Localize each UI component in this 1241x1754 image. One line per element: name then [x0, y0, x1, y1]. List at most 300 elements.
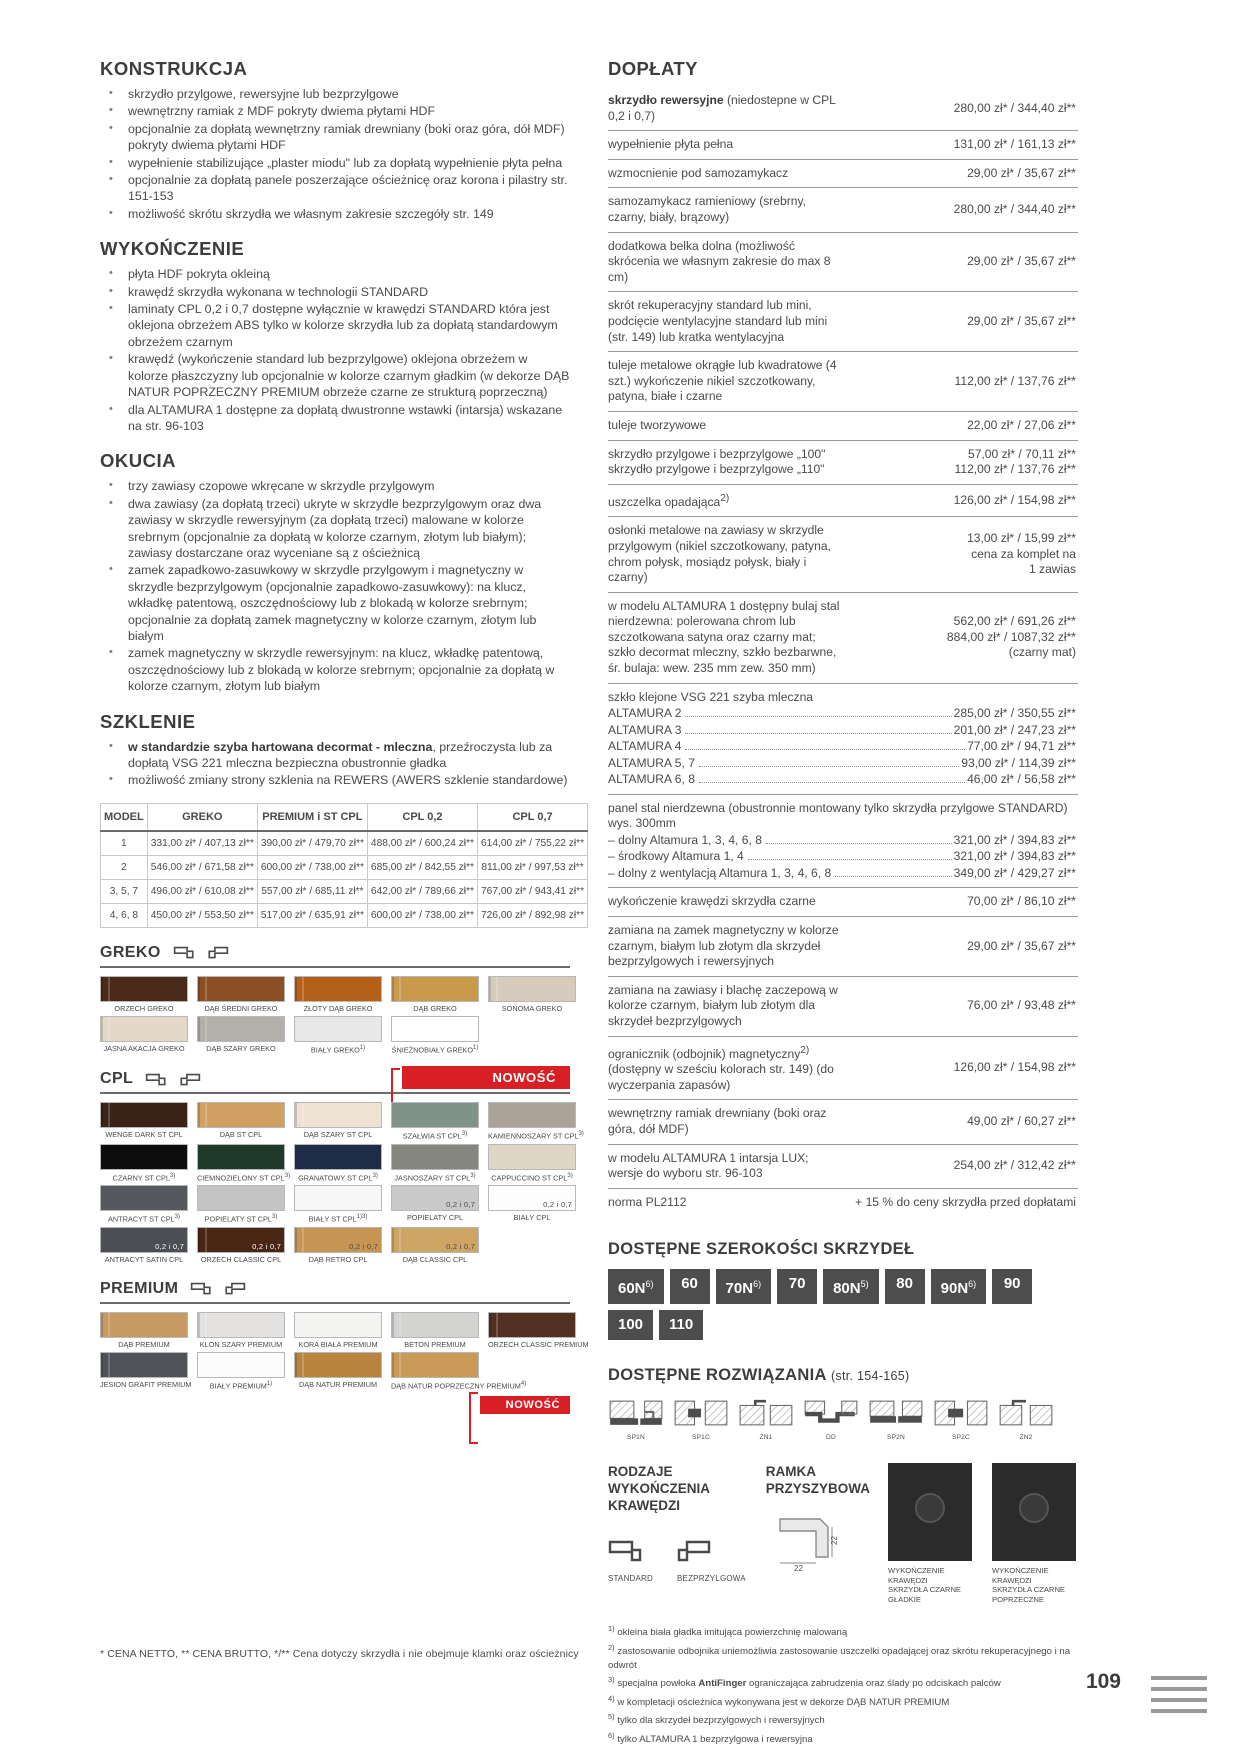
- table-cell: 600,00 zł* / 738,00 zł**: [367, 903, 477, 927]
- swatch-label: DĄB GREKO: [413, 1003, 457, 1013]
- color-swatch[interactable]: [391, 1144, 479, 1170]
- swatch-cell[interactable]: [488, 1185, 576, 1223]
- ramka-title: RAMKA PRZYSZYBOWA: [765, 1464, 870, 1497]
- glass-price-line: [608, 771, 1076, 788]
- swatch-label: CZARNY ST CPL$^{3)}$: [112, 1172, 176, 1183]
- color-swatch[interactable]: [100, 1185, 188, 1211]
- color-swatch[interactable]: [100, 1227, 188, 1253]
- swatch-row: [100, 976, 570, 1013]
- doplaty-row: [608, 1100, 1078, 1144]
- swatch-group-name: PREMIUM: [100, 1279, 179, 1297]
- edge-bezprzylgowa-label: BEZPRZYLGOWA: [677, 1574, 746, 1584]
- solution-diagram-icon: [933, 1399, 989, 1427]
- footnote: $^{4)}$ w kompletacji ościeżnica wykonywana jest w dekorze DĄB NATUR PREMIUM: [608, 1693, 950, 1708]
- dot-leader: [685, 749, 965, 750]
- swatch-row: [100, 1102, 584, 1141]
- swatch-row: [100, 1185, 570, 1223]
- swatch-label: DĄB RETRO CPL: [308, 1254, 368, 1264]
- width-chip-60[interactable]: 60: [670, 1269, 710, 1304]
- swatch-cell[interactable]: [294, 1016, 382, 1054]
- doplaty-row: [608, 440, 1078, 484]
- doplaty-price: 29,00 zł* / 35,67 zł**: [847, 292, 1078, 352]
- color-swatch[interactable]: [197, 976, 285, 1002]
- doplaty-row: [608, 292, 1078, 352]
- color-swatch[interactable]: [294, 1144, 382, 1170]
- swatch-group-header: [100, 944, 570, 962]
- swatch-label: POPIELATY CPL: [406, 1213, 464, 1223]
- color-swatch[interactable]: [294, 1016, 382, 1042]
- section-title-szklenie: SZKLENIE: [100, 710, 196, 732]
- nowosc-bracket: [469, 1392, 478, 1444]
- swatch-label: DĄB NATUR PREMIUM: [298, 1379, 378, 1389]
- doplaty-row: [608, 352, 1078, 412]
- list-item: • zamek zapadkowo-zasuwkowy w skrzydle przylgowym i magnetyczny w skrzydle bezprzylgowym (opcjonalnie zapadkowo-zasuwkowy): na klucz, wkładkę patentową, oszczędnościowy lub z blokadą w kolorze srebrnym; opcjonalnie za dopłatą zamek magnetyczny w kolorze czarnym, złotym lub białym: [100, 562, 570, 644]
- doplaty-price: 280,00 zł* / 344,40 zł**: [847, 87, 1078, 131]
- color-swatch[interactable]: [391, 976, 479, 1002]
- color-swatch[interactable]: [197, 1102, 285, 1128]
- color-swatch[interactable]: [391, 1185, 479, 1211]
- footnote-ref: 2): [720, 492, 730, 504]
- doplaty-price: 126,00 zł* / 154,98 zł**: [847, 484, 1078, 517]
- footnote-ref: 3): [470, 1172, 476, 1179]
- solution-dd: [803, 1399, 859, 1441]
- widths-chip-list: [608, 1269, 1078, 1340]
- width-chip-80n[interactable]: $80N^{5)}$: [823, 1269, 879, 1304]
- price-table-header: CPL 0,7: [478, 803, 588, 831]
- edge-types-block: [608, 1463, 748, 1604]
- swatch-cell[interactable]: [488, 1312, 589, 1349]
- doplaty-price: 112,00 zł* / 137,76 zł**: [847, 352, 1078, 412]
- swatch-variant-tag: 0,2 i 0,7: [446, 1241, 475, 1251]
- swatch-label: DĄB ŚREDNI GREKO: [204, 1003, 278, 1013]
- solution-label: SP2C: [951, 1434, 971, 1442]
- swatch-variant-tag: 0,2 i 0,7: [349, 1241, 378, 1251]
- doplaty-description: wykończenie krawędzi skrzydła czarne: [608, 888, 847, 917]
- swatch-cell[interactable]: [197, 1102, 285, 1140]
- panel-variant-name: – dolny Altamura 1, 3, 4, 6, 8: [608, 832, 762, 847]
- edge-bezprzylgowa-icon: [677, 1538, 711, 1564]
- glass-model-name: ALTAMURA 6, 8: [608, 772, 695, 787]
- swatch-cell[interactable]: [197, 1312, 285, 1349]
- swatch-group-name: GREKO: [100, 943, 161, 961]
- swatch-label: KAMIENNOSZARY ST CPL$^{3)}$: [488, 1131, 584, 1141]
- list-item: • skrzydło przylgowe, rewersyjne lub bezprzylgowe: [100, 86, 570, 102]
- swatch-label: DĄB PREMIUM: [118, 1339, 170, 1349]
- doplaty-table-body: [608, 87, 1078, 1216]
- left-column: [100, 58, 589, 1747]
- handle-circle-icon: [1019, 1493, 1049, 1523]
- table-cell: 496,00 zł* / 610,08 zł**: [147, 879, 257, 903]
- solution-sp1n: [608, 1399, 664, 1441]
- left-spec-sections: [100, 58, 570, 695]
- swatch-cell[interactable]: [294, 976, 382, 1013]
- swatch-cell[interactable]: [197, 976, 285, 1013]
- swatch-label: GRANATOWY ST CPL$^{3)}$: [298, 1172, 378, 1183]
- swatch-label: BETON PREMIUM: [404, 1339, 466, 1349]
- swatch-cell[interactable]: [391, 976, 479, 1013]
- doplaty-row: [608, 1188, 1078, 1216]
- footnote-ref: 1): [359, 1044, 366, 1051]
- black-edge-label-1: WYKOŃCZENIE KRAWĘDZI SKRZYDŁA CZARNE GŁADKIE: [888, 1566, 962, 1604]
- swatch-row: [100, 1227, 570, 1264]
- swatch-cell[interactable]: [100, 1352, 192, 1390]
- color-swatch[interactable]: [391, 1227, 479, 1253]
- color-swatch[interactable]: [100, 1312, 188, 1338]
- edge-bezprzylgowa-icon: [224, 1281, 246, 1296]
- swatch-cell[interactable]: [100, 1144, 188, 1182]
- doplaty-description: tuleje metalowe okrągłe lub kwadratowe (4 szt.) wykończenie nikiel szczotkowany, patyna, białe i czarne: [608, 352, 847, 412]
- doplaty-row: [608, 592, 1078, 683]
- swatch-label: DĄB SZARY ST CPL: [303, 1130, 373, 1140]
- color-swatch[interactable]: [294, 1312, 382, 1338]
- swatch-group-greko: [100, 944, 570, 1054]
- swatch-group-name: CPL: [100, 1070, 134, 1088]
- doplaty-description: dodatkowa belka dolna (możliwość skrócenia we własnym zakresie do max 8 cm): [608, 232, 847, 292]
- solution-diagram-icon: [608, 1399, 664, 1427]
- solutions-block: [608, 1366, 1078, 1441]
- color-swatch[interactable]: [100, 1016, 188, 1042]
- swatch-label: DĄB SZARY GREKO: [206, 1043, 276, 1053]
- solution-diagram-icon: [868, 1399, 924, 1427]
- color-swatch[interactable]: [294, 1227, 382, 1253]
- footnote-ref: 3): [271, 1214, 278, 1221]
- spec-list: [100, 478, 570, 694]
- doplaty-description: skrzydło rewersyjne (niedostepne w CPL 0,2 i 0,7): [608, 87, 847, 131]
- swatch-cell[interactable]: [197, 1016, 285, 1054]
- solution-label: DD: [826, 1434, 836, 1442]
- price-table: [100, 803, 588, 928]
- doplaty-price: 280,00 zł* / 344,40 zł**: [847, 188, 1078, 232]
- swatch-cell[interactable]: [391, 1352, 527, 1390]
- swatch-cell[interactable]: [391, 1227, 479, 1264]
- swatch-label: BIAŁY ST $CPL^{1)3)}$: [308, 1214, 368, 1224]
- table-cell: 546,00 zł* / 671,58 zł**: [147, 855, 257, 879]
- swatch-cell[interactable]: [197, 1227, 285, 1264]
- panel-variant-name: – dolny z wentylacją Altamura 1, 3, 4, 6, 8: [608, 865, 832, 880]
- widths-block: [608, 1240, 1078, 1340]
- doplaty-price: 562,00 zł* / 691,26 zł** 884,00 zł* / 1087,32 zł** (czarny mat): [847, 592, 1078, 683]
- doplaty-description: skrzydło przylgowe i bezprzylgowe „100" skrzydło przylgowe i bezprzylgowe „110": [608, 440, 847, 484]
- swatch-cell[interactable]: [197, 1352, 285, 1390]
- footnote-ref: 3): [174, 1214, 180, 1221]
- table-cell: 685,00 zł* / 842,55 zł**: [367, 855, 477, 879]
- swatch-label: BIAŁY CPL: [513, 1213, 551, 1223]
- edge-standard-icon: [173, 945, 195, 960]
- swatch-cell[interactable]: [294, 1185, 382, 1223]
- color-swatch[interactable]: [100, 1352, 188, 1378]
- list-item: • możliwość zmiany strony szklenia na REWERS (AWERS szklenie standardowe): [100, 772, 570, 788]
- edge-standard-icon: [190, 1281, 212, 1296]
- table-cell: 4, 6, 8: [101, 903, 148, 927]
- solutions-subtitle: (str. 154-165): [830, 1369, 910, 1384]
- swatch-label: ZŁOTY DĄB GREKO: [303, 1003, 373, 1013]
- swatch-cell[interactable]: [294, 1102, 382, 1140]
- swatch-label: CAPPUCCINO ST CPL$^{3)}$: [491, 1172, 573, 1183]
- swatch-cell[interactable]: [100, 1102, 188, 1140]
- dot-leader: [685, 733, 951, 734]
- doplaty-price: + 15 % do ceny skrzydła przed dopłatami: [855, 1194, 1076, 1209]
- black-edge-sample-2: [992, 1463, 1076, 1561]
- divider: [100, 966, 570, 968]
- color-swatch[interactable]: [391, 1102, 479, 1128]
- dot-leader: [685, 716, 951, 717]
- footnote-ref: 6): [753, 1279, 762, 1290]
- panel-block-header: panel stal nierdzewna (obustronnie montowany tylko skrzydła przylgowe STANDARD) wys. 300mm: [608, 800, 1068, 831]
- color-swatch[interactable]: [197, 1185, 285, 1211]
- width-chip-70[interactable]: 70: [777, 1269, 817, 1304]
- solutions-title-text: DOSTĘPNE ROZWIĄZANIA: [608, 1366, 827, 1385]
- table-row: [101, 879, 588, 903]
- width-chip-80[interactable]: 80: [885, 1269, 925, 1304]
- swatch-label: ORZECH GREKO: [114, 1003, 174, 1013]
- doplaty-price: 76,00 zł* / 93,48 zł**: [847, 976, 1078, 1036]
- color-swatch[interactable]: [294, 1185, 382, 1211]
- dot-leader: [835, 876, 951, 877]
- doplaty-row: [608, 131, 1078, 160]
- glass-price-value: 93,00 zł* / 114,39 zł**: [961, 755, 1076, 770]
- footnotes-block: [608, 1622, 1078, 1746]
- black-edge-sample-1: [888, 1463, 972, 1561]
- color-swatch[interactable]: [100, 976, 188, 1002]
- black-edge-block-1: [888, 1463, 974, 1604]
- swatch-variant-tag: 0,2 i 0,7: [252, 1241, 281, 1251]
- swatch-rows: [100, 976, 570, 1054]
- doplaty-price: 49,00 zł* / 60,27 zł**: [847, 1100, 1078, 1144]
- footnote: $^{6)}$ tylko ALTAMURA 1 bezprzylgowa i rewersyjna: [608, 1730, 813, 1745]
- solutions-title: [608, 1366, 1078, 1385]
- color-swatch[interactable]: [294, 976, 382, 1002]
- doplaty-description: ogranicznik (odbojnik) magnetyczny$^{2)}$ (dostępny w sześciu kolorach str. 149) (do wyczerpania zapasów): [608, 1036, 847, 1100]
- color-swatch[interactable]: [100, 1102, 188, 1128]
- footnote: $^{1)}$ okleina biała gładka imitująca powierzchnię malowaną: [608, 1624, 848, 1639]
- edge-bezprzylgowa-icon: [179, 1072, 201, 1087]
- panel-block-content: [608, 794, 1078, 888]
- swatch-cell[interactable]: [294, 1144, 382, 1182]
- swatch-label: JESION GRAFIT PREMIUM: [100, 1379, 192, 1389]
- szklenie-rest-text: , przeźroczysta lub za dopłatą VSG 221 mleczna bezpieczna obustronnie gładka: [128, 739, 553, 770]
- solution-diagram-icon: [673, 1399, 729, 1427]
- footnote-ref: 1): [266, 1380, 273, 1387]
- doplaty-description: wypełnienie płyta pełna: [608, 131, 847, 160]
- swatch-label: ORZECH CLASSIC PREMIUM: [488, 1339, 589, 1349]
- black-edge-label-2: WYKOŃCZENIE KRAWĘDZI SKRZYDŁA CZARNE POPRZECZNE: [992, 1566, 1066, 1604]
- width-chip-90[interactable]: 90: [992, 1269, 1032, 1304]
- glass-model-name: ALTAMURA 2: [608, 706, 682, 721]
- doplaty-description: wzmocnienie pod samozamykacz: [608, 159, 847, 188]
- dot-leader: [699, 782, 965, 783]
- swatch-label: ŚNIEŻNOBIAŁY GREKO$^{1)}$: [391, 1044, 479, 1055]
- footnote-ref: 3): [284, 1172, 291, 1179]
- color-swatch[interactable]: [488, 1144, 576, 1170]
- price-table-header-row: [101, 803, 588, 831]
- glass-price-value: 77,00 zł* / 94,71 zł**: [967, 739, 1076, 754]
- widths-title: DOSTĘPNE SZEROKOŚCI SKRZYDEŁ: [608, 1240, 915, 1259]
- color-swatch[interactable]: [100, 1144, 188, 1170]
- doplaty-row: [608, 517, 1078, 592]
- swatch-cell[interactable]: [391, 1185, 479, 1223]
- doplaty-row: [608, 159, 1078, 188]
- width-chip-110[interactable]: 110: [659, 1310, 703, 1340]
- table-cell: 642,00 zł* / 789,66 zł**: [367, 879, 477, 903]
- footnote: $^{2)}$ zastosowanie odbojnika uniemożliwia zastosowanie uszczelki opadającej oraz skrótu rekuperacyjnego i na odwrót: [608, 1642, 1071, 1671]
- swatch-cell[interactable]: [197, 1185, 285, 1223]
- footnote-marker: 4): [608, 1693, 615, 1703]
- table-cell: 517,00 zł* / 635,91 zł**: [257, 903, 367, 927]
- szklenie-bold-text: w standardzie szyba hartowana decormat - mleczna: [128, 739, 433, 754]
- price-table-header: PREMIUM i ST CPL: [257, 803, 367, 831]
- edge-standard-icon: [608, 1538, 642, 1564]
- width-chip-90n[interactable]: $90N^{6)}$: [931, 1269, 987, 1304]
- swatch-cell[interactable]: [488, 976, 576, 1013]
- edge-standard-icon: [145, 1072, 167, 1087]
- ramka-block: [766, 1463, 870, 1604]
- table-cell: 331,00 zł* / 407,13 zł**: [147, 831, 257, 856]
- price-table-header: MODEL: [101, 803, 148, 831]
- width-chip-100[interactable]: 100: [608, 1310, 653, 1340]
- color-swatch[interactable]: [197, 1144, 285, 1170]
- ramka-dim-w: 22: [793, 1564, 803, 1574]
- color-swatch[interactable]: [488, 1102, 576, 1128]
- handle-circle-icon: [915, 1493, 945, 1523]
- width-chip-70n[interactable]: $70N^{6)}$: [716, 1269, 772, 1304]
- swatch-group-header: [100, 1280, 570, 1298]
- color-swatch[interactable]: [197, 1352, 285, 1378]
- swatch-cell[interactable]: [100, 1227, 188, 1264]
- list-item: • opcjonalnie za dopłatą wewnętrzny ramiak drewniany (boki oraz góra, dół MDF) pokryty dwiema płytami HDF: [100, 121, 570, 154]
- swatch-label: SZAŁWIA ST CPL$^{3)}$: [402, 1131, 468, 1141]
- swatch-row: [100, 1312, 589, 1349]
- solution-label: ZN1: [759, 1434, 773, 1442]
- swatch-cell[interactable]: [391, 1016, 479, 1054]
- footnote-ref: 3): [461, 1131, 468, 1138]
- color-swatch[interactable]: [391, 1016, 479, 1042]
- footnote-ref: 2): [800, 1044, 810, 1056]
- table-row: [101, 831, 588, 856]
- swatch-row: [100, 1016, 570, 1054]
- color-swatch[interactable]: [197, 1227, 285, 1253]
- table-cell: 614,00 zł* / 755,22 zł**: [478, 831, 588, 856]
- swatch-cell[interactable]: [100, 1312, 188, 1349]
- spec-list: [100, 266, 570, 434]
- swatch-label: DĄB ST CPL: [219, 1130, 263, 1140]
- color-swatch[interactable]: [197, 1312, 285, 1338]
- color-swatch[interactable]: [197, 1016, 285, 1042]
- swatch-label: DĄB NATUR POPRZECZNY PREMIUM$^{4)}$: [391, 1380, 527, 1390]
- footnote-ref: 5): [860, 1279, 869, 1290]
- bottom-blocks: [608, 1463, 1078, 1604]
- table-cell: 1: [101, 831, 148, 856]
- edge-standard-label: STANDARD: [608, 1574, 654, 1584]
- swatch-cell[interactable]: [391, 1144, 479, 1182]
- solution-sp2n: [868, 1399, 924, 1441]
- swatch-variant-tag: 0,2 i 0,7: [155, 1241, 184, 1251]
- swatch-cell[interactable]: [100, 976, 188, 1013]
- color-swatch[interactable]: [488, 976, 576, 1002]
- black-edge-block-2: [992, 1463, 1078, 1604]
- table-cell: 557,00 zł* / 685,11 zł**: [257, 879, 367, 903]
- solution-label: SP2N: [886, 1434, 906, 1442]
- doplaty-description: norma PL2112: [608, 1194, 687, 1209]
- doplaty-row: [608, 917, 1078, 977]
- color-swatch[interactable]: [391, 1312, 479, 1338]
- swatch-cell[interactable]: [100, 1016, 188, 1054]
- list-item: • opcjonalnie za dopłatą panele poszerzające ościeżnicę oraz korona i pilastry str. 151-153: [100, 172, 570, 205]
- panel-price-line: [608, 865, 1076, 882]
- swatch-label: KORA BIAŁA PREMIUM: [298, 1339, 378, 1349]
- solutions-icon-list: [608, 1399, 1078, 1441]
- glass-model-name: ALTAMURA 5, 7: [608, 755, 695, 770]
- panel-price-value: 321,00 zł* / 394,83 zł**: [953, 849, 1076, 864]
- swatch-cell[interactable]: [100, 1185, 188, 1223]
- table-cell: 450,00 zł* / 553,50 zł**: [147, 903, 257, 927]
- edge-type-standard: [608, 1538, 653, 1583]
- doplaty-row: [608, 1144, 1078, 1188]
- swatch-row: [100, 1144, 573, 1183]
- divider: [100, 1302, 570, 1304]
- swatch-label: SONOMA GREKO: [501, 1003, 563, 1013]
- swatch-cell[interactable]: [197, 1144, 291, 1183]
- table-cell: 767,00 zł* / 943,41 zł**: [478, 879, 588, 903]
- ramka-dim-h: 22: [829, 1536, 839, 1546]
- swatch-cell[interactable]: [294, 1312, 382, 1349]
- color-swatch[interactable]: [294, 1352, 382, 1378]
- doplaty-price: 29,00 zł* / 35,67 zł**: [847, 232, 1078, 292]
- doplaty-description: uszczelka opadająca$^{2)}$: [608, 484, 847, 517]
- doplaty-price: 57,00 zł* / 70,11 zł** 112,00 zł* / 137,76 zł**: [847, 440, 1078, 484]
- swatch-variant-tag: 0,2 i 0,7: [543, 1200, 572, 1210]
- doplaty-bold-label: skrzydło rewersyjne: [608, 93, 724, 107]
- footnote-ref: 1): [473, 1044, 479, 1051]
- table-cell: 726,00 zł* / 892,98 zł**: [478, 903, 588, 927]
- swatch-cell[interactable]: [294, 1352, 382, 1390]
- doplaty-price: 29,00 zł* / 35,67 zł**: [847, 159, 1078, 188]
- swatch-label: BIAŁY PREMIUM$^{1)}$: [209, 1380, 273, 1390]
- swatch-cell[interactable]: [488, 1144, 576, 1182]
- table-row: [101, 855, 588, 879]
- swatch-rows: [100, 1102, 584, 1264]
- doplaty-description: w modelu ALTAMURA 1 intarsja LUX; wersje do wyboru str. 96-103: [608, 1144, 847, 1188]
- edge-type-bezprzylgowa: [677, 1538, 746, 1583]
- doplaty-row: [608, 484, 1078, 517]
- color-swatch[interactable]: [391, 1352, 479, 1378]
- glass-block-header: szkło klejone VSG 221 szyba mleczna: [608, 689, 814, 704]
- width-chip-60n[interactable]: $60N^{6)}$: [608, 1269, 664, 1304]
- doplaty-description: w modelu ALTAMURA 1 dostępny bulaj stal nierdzewna: polerowana chrom lub szczotkowana satyna oraz czarny mat; szkło decormat mleczny, szkło bezbarwne, śr. bulaja: wew. 235 mm zew. 350 mm): [608, 592, 847, 683]
- footnote-ref: 4): [520, 1380, 527, 1387]
- footnote-ref: 3): [567, 1172, 573, 1179]
- swatch-cell[interactable]: [294, 1227, 382, 1264]
- edge-types-icons: [608, 1538, 748, 1583]
- swatch-cell[interactable]: [488, 1102, 584, 1141]
- price-table-header: CPL 0,2: [367, 803, 477, 831]
- swatch-cell[interactable]: [391, 1312, 479, 1349]
- doplaty-description: zamiana na zamek magnetyczny w kolorze czarnym, białym lub złotym dla skrzydeł bezprzylgowych i rewersyjnych: [608, 917, 847, 977]
- doplaty-price: 70,00 zł* / 86,10 zł**: [847, 888, 1078, 917]
- footnote-ref: 3): [372, 1172, 378, 1179]
- footnote-ref: 3): [578, 1131, 584, 1138]
- doplaty-price: 13,00 zł* / 15,99 zł** cena za komplet na 1 zawias: [847, 517, 1078, 592]
- color-swatch[interactable]: [488, 1312, 576, 1338]
- color-swatch[interactable]: [488, 1185, 576, 1211]
- color-swatch[interactable]: [294, 1102, 382, 1128]
- solution-label: SP1N: [626, 1434, 646, 1442]
- netto-note: * CENA NETTO, ** CENA BRUTTO, */** Cena dotyczy skrzydła i nie obejmuje klamki oraz ościeżnicy: [100, 1648, 579, 1660]
- swatch-cell[interactable]: [391, 1102, 479, 1140]
- doplaty-description: zamiana na zawiasy i blachę zaczepową w kolorze czarnym, białym lub złotym dla skrzydeł bezprzylgowych: [608, 976, 847, 1036]
- doplaty-row: [608, 411, 1078, 440]
- doplaty-row: [608, 87, 1078, 131]
- swatch-variant-tag: 0,2 i 0,7: [446, 1200, 475, 1210]
